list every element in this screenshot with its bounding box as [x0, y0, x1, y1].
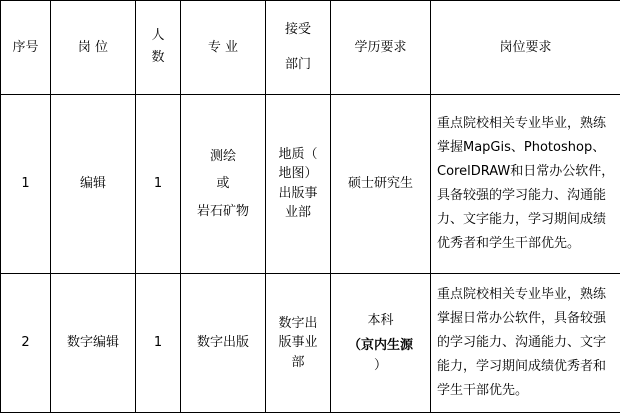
row1-dept-line3: 出版事 [278, 185, 318, 201]
row1-major-line3: 岩石矿物 [196, 203, 249, 219]
header-major: 专 业 [181, 1, 266, 95]
header-count-line2: 数 [151, 50, 165, 66]
header-count-line1: 人 [151, 28, 165, 44]
row1-dept-line2: 地图） [278, 166, 318, 182]
header-seq: 序号 [1, 1, 51, 95]
row2-education-line3: ） [373, 357, 387, 373]
row2-dept-line1: 数字出 [278, 315, 318, 331]
row2-major: 数字出版 [181, 273, 266, 412]
row2-education-line2: （京内生源 [347, 338, 413, 354]
header-requirement: 岗位要求 [431, 1, 620, 95]
header-position: 岗 位 [51, 1, 136, 95]
header-dept-line2: 部门 [284, 57, 311, 73]
header-education: 学历要求 [331, 1, 431, 95]
row1-count: 1 [136, 94, 181, 273]
row1-education: 硕士研究生 [331, 94, 431, 273]
row1-position: 编辑 [51, 94, 136, 273]
row2-dept [266, 273, 331, 412]
header-row [1, 1, 620, 95]
row2-dept-line3: 部 [291, 354, 305, 370]
header-dept [266, 1, 331, 95]
row1-major [181, 94, 266, 273]
table-row [1, 273, 620, 412]
row1-requirement [431, 94, 620, 273]
row1-dept-line4: 业部 [284, 205, 311, 221]
table-row [1, 94, 620, 273]
row1-seq: 1 [1, 94, 51, 273]
header-count [136, 1, 181, 95]
row1-major-line2: 或 [216, 176, 230, 192]
row2-education [331, 273, 431, 412]
row2-count: 1 [136, 273, 181, 412]
row2-requirement [431, 273, 620, 412]
row1-requirement-text: 重点院校相关专业毕业，熟练掌握MapGis、Photoshop、CorelDRAW和日常办公软件，具备较强的学习能力、沟通能力、文字能力，学习期间成绩优秀者和学生干部优先。 [437, 115, 615, 251]
row1-dept [266, 94, 331, 273]
row1-major-line1: 测绘 [209, 148, 236, 164]
header-dept-line1: 接受 [284, 21, 311, 37]
row1-dept-line1: 地质（ [278, 146, 318, 162]
row2-requirement-text: 重点院校相关专业毕业，熟练掌握日常办公软件，具备较强的学习能力、沟通能力、文字能力，学习期间成绩优秀者和学生干部优先。 [437, 286, 607, 398]
row2-dept-line2: 版事业 [278, 335, 318, 351]
row2-education-line1: 本科 [367, 312, 394, 328]
row2-seq: 2 [1, 273, 51, 412]
row2-position: 数字编辑 [51, 273, 136, 412]
